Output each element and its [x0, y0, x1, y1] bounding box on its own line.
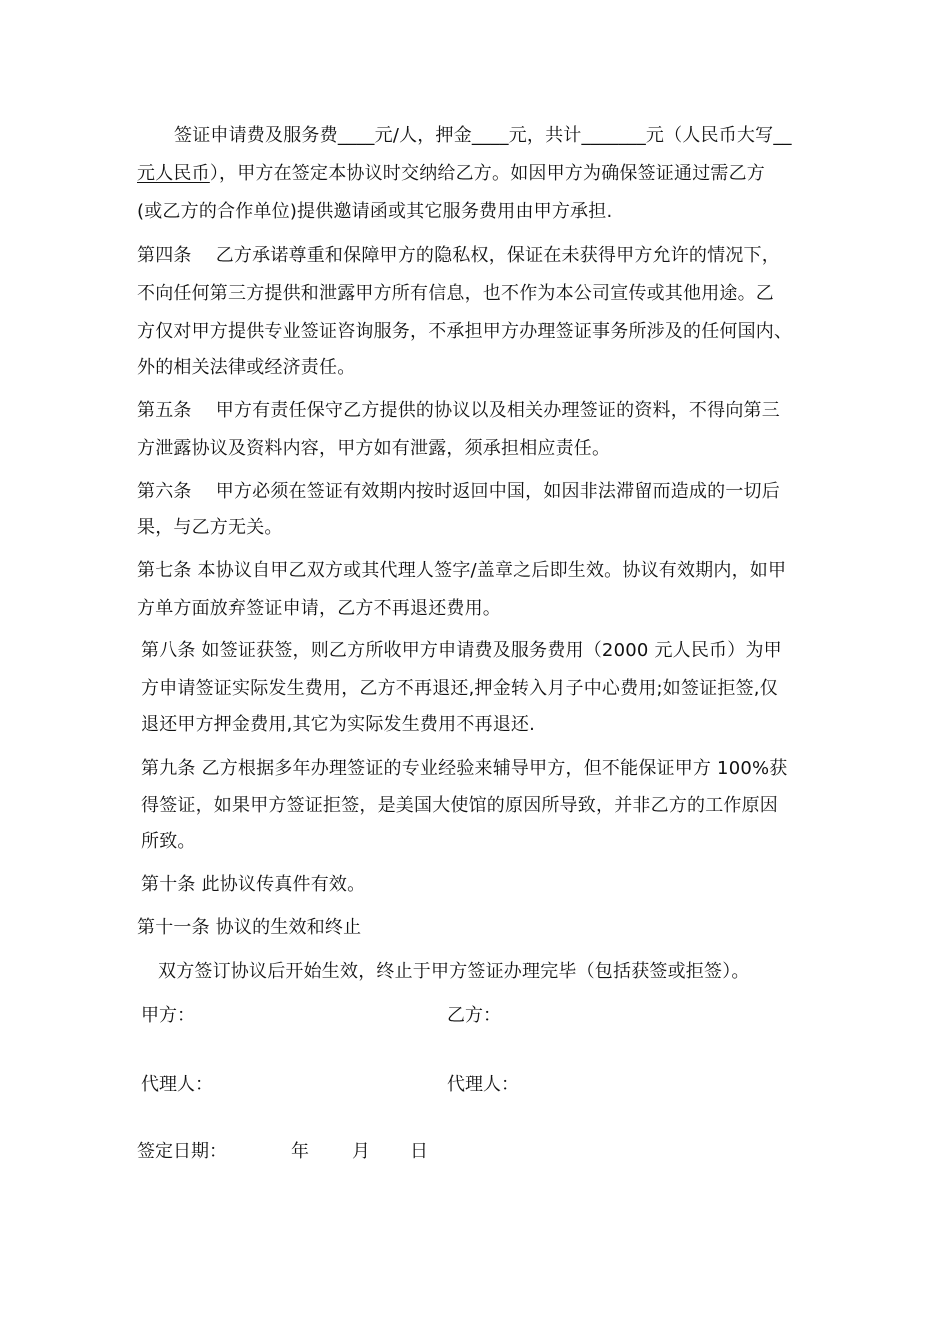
article-7-line-2: 方单方面放弃签证申请，乙方不再退还费用。 — [137, 598, 501, 619]
article-6-line-1: 第六条 甲方必须在签证有效期内按时返回中国，如因非法滞留而造成的一切后 — [137, 481, 780, 502]
article-9-line-2: 得签证，如果甲方签证拒签，是美国大使馆的原因所导致，并非乙方的工作原因 — [141, 795, 778, 816]
article-5-line-1: 第五条 甲方有责任保守乙方提供的协议以及相关办理签证的资料，不得向第三 — [137, 400, 780, 421]
article-9-line-3: 所致。 — [141, 831, 196, 852]
article-4-line-3: 方仅对甲方提供专业签证咨询服务，不承担甲方办理签证事务所涉及的任何国内、 — [137, 321, 793, 342]
date-month-label: 月 — [352, 1141, 370, 1162]
signing-date-label: 签定日期： — [137, 1141, 227, 1162]
article-4-line-1: 第四条 乙方承诺尊重和保障甲方的隐私权，保证在未获得甲方允许的情况下， — [137, 245, 780, 266]
article-9-line-1: 第九条 乙方根据多年办理签证的专业经验来辅导甲方，但不能保证甲方 100%获 — [141, 758, 788, 779]
article-4-line-2: 不向任何第三方提供和泄露甲方所有信息，也不作为本公司宣传或其他用途。乙 — [137, 283, 774, 304]
article-8-line-1: 第八条 如签证获签，则乙方所收甲方申请费及服务费用（2000 元人民币）为甲 — [141, 640, 782, 661]
intro-line-2: 元人民币），甲方在签定本协议时交纳给乙方。如因甲方为确保签证通过需乙方 — [137, 163, 766, 184]
closing-paragraph: 双方签订协议后开始生效，终止于甲方签证办理完毕（包括获签或拒签）。 — [158, 961, 750, 982]
agent-a-label: 代理人： — [141, 1074, 213, 1095]
date-day-label: 日 — [410, 1141, 428, 1162]
article-5-line-2: 方泄露协议及资料内容，甲方如有泄露，须承担相应责任。 — [137, 438, 611, 459]
article-8-line-2: 方申请签证实际发生费用，乙方不再退还,押金转入月子中心费用;如签证拒签,仅 — [141, 678, 778, 699]
party-a-label: 甲方： — [141, 1005, 195, 1026]
article-10-line-1: 第十条 此协议传真件有效。 — [141, 874, 366, 895]
date-year-label: 年 — [291, 1141, 309, 1162]
intro-line-1: 签证申请费及服务费____元/人，押金____元，共计_______元（人民币大写__ — [174, 125, 792, 146]
party-b-label: 乙方： — [447, 1005, 501, 1026]
agent-b-label: 代理人： — [447, 1074, 519, 1095]
intro-line-3: (或乙方的合作单位)提供邀请函或其它服务费用由甲方承担. — [137, 201, 613, 222]
article-11-line-1: 第十一条 协议的生效和终止 — [137, 917, 362, 938]
article-7-line-1: 第七条 本协议自甲乙双方或其代理人签字/盖章之后即生效。协议有效期内，如甲 — [137, 560, 787, 581]
article-6-line-2: 果，与乙方无关。 — [137, 517, 283, 538]
article-8-line-3: 退还甲方押金费用,其它为实际发生费用不再退还. — [141, 714, 536, 735]
article-4-line-4: 外的相关法律或经济责任。 — [137, 357, 356, 378]
